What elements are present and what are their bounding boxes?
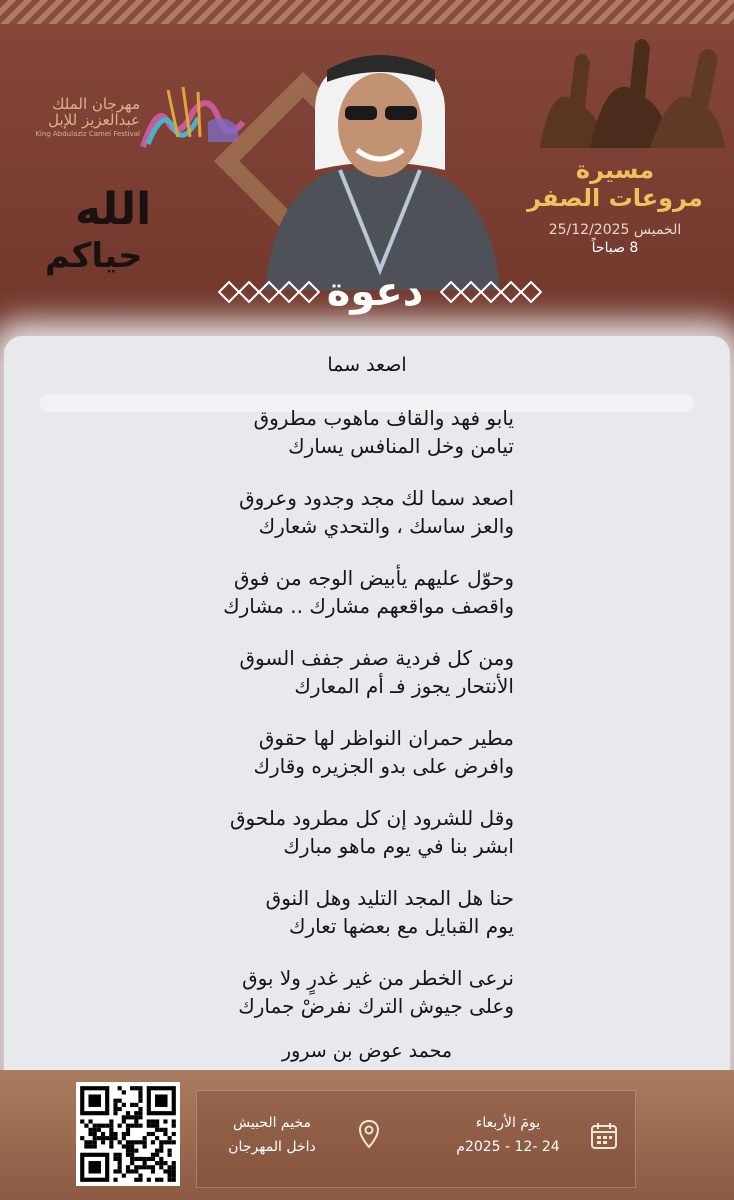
camels-image bbox=[530, 28, 730, 168]
poem-line: ومن كل فردية صفر جفف السوق bbox=[239, 646, 514, 670]
poem-verse bbox=[4, 804, 514, 860]
qr-code[interactable] bbox=[76, 1082, 180, 1186]
poem-line: الأنتحار يجوز فـ أم المعارك bbox=[294, 674, 514, 698]
poem-line: والعز ساسك ، والتحدي شعارك bbox=[258, 514, 514, 538]
poem-verse bbox=[4, 724, 514, 780]
diamond-pattern-right bbox=[443, 284, 539, 302]
poem-line: نرعى الخطر من غير غدرٍ ولا بوق bbox=[242, 966, 514, 990]
event-title-line2: مروعات الصفر bbox=[527, 184, 703, 212]
poet-name: محمد عوض بن سرور bbox=[281, 1040, 453, 1062]
festival-name-ar: مهرجان الملك عبدالعزيز للإبل bbox=[48, 95, 140, 129]
host-portrait bbox=[245, 40, 515, 290]
poem-line: واقصف مواقعهم مشارك .. مشارك bbox=[223, 594, 514, 618]
poem-line: وقل للشرود إن كل مطرود ملحوق bbox=[229, 806, 514, 830]
event-details-box bbox=[196, 1090, 636, 1188]
poem-verse bbox=[4, 484, 514, 540]
event-date: الخميس 25/12/2025 bbox=[548, 222, 682, 238]
location-pin-icon bbox=[357, 1119, 381, 1149]
welcome-calligraphy: الله حياكم bbox=[45, 184, 152, 276]
calendar-icon bbox=[589, 1121, 619, 1151]
poem-verse bbox=[4, 964, 514, 1020]
top-pattern-band bbox=[0, 0, 734, 24]
poem-line: تيامن وخل المنافس يسارك bbox=[288, 434, 514, 458]
poem-line: وعلى جيوش الترك نفرضْ جمارك bbox=[238, 994, 514, 1018]
invitation-banner bbox=[215, 268, 535, 320]
diamond-pattern-left bbox=[221, 284, 317, 302]
poem-line: مطير حمران النواظر لها حقوق bbox=[258, 726, 514, 750]
event-time: 8 صباحاً bbox=[591, 240, 639, 256]
festival-logo bbox=[20, 78, 250, 158]
poem-line: وحوّل عليهم يأبيض الوجه من فوق bbox=[234, 566, 514, 590]
poem-line: اصعد سما لك مجد وجدود وعروق bbox=[239, 486, 514, 510]
poem-verse bbox=[4, 644, 514, 700]
poem-verse bbox=[4, 564, 514, 620]
poem-line: ابشر بنا في يوم ماهو مبارك bbox=[283, 834, 514, 858]
poem-card bbox=[4, 336, 730, 1092]
event-location: مخيم الحبيش داخل المهرجان bbox=[228, 1115, 316, 1155]
poem-line: يوم القبايل مع بعضها تعارك bbox=[289, 914, 514, 938]
event-day: يومَ الأربعاء 24 -12 - 2025م bbox=[456, 1115, 560, 1155]
event-info-panel bbox=[520, 150, 710, 290]
invitation-word: دعوة bbox=[326, 269, 424, 315]
poem-verse bbox=[4, 404, 514, 460]
poem-verse bbox=[4, 884, 514, 940]
poem-line: يابو فهد والقاف ماهوب مطروق bbox=[253, 406, 514, 430]
poem-title: اصعد سما bbox=[327, 354, 407, 376]
poem-line: وافرض على بدو الجزيره وقارك bbox=[253, 754, 514, 778]
poem-verses bbox=[4, 404, 514, 1044]
event-title-line1: مسيرة bbox=[575, 156, 655, 184]
festival-name-en: King Abdulaziz Camel Festival bbox=[35, 130, 140, 138]
poem-line: حنا هل المجد التليد وهل النوق bbox=[265, 886, 514, 910]
